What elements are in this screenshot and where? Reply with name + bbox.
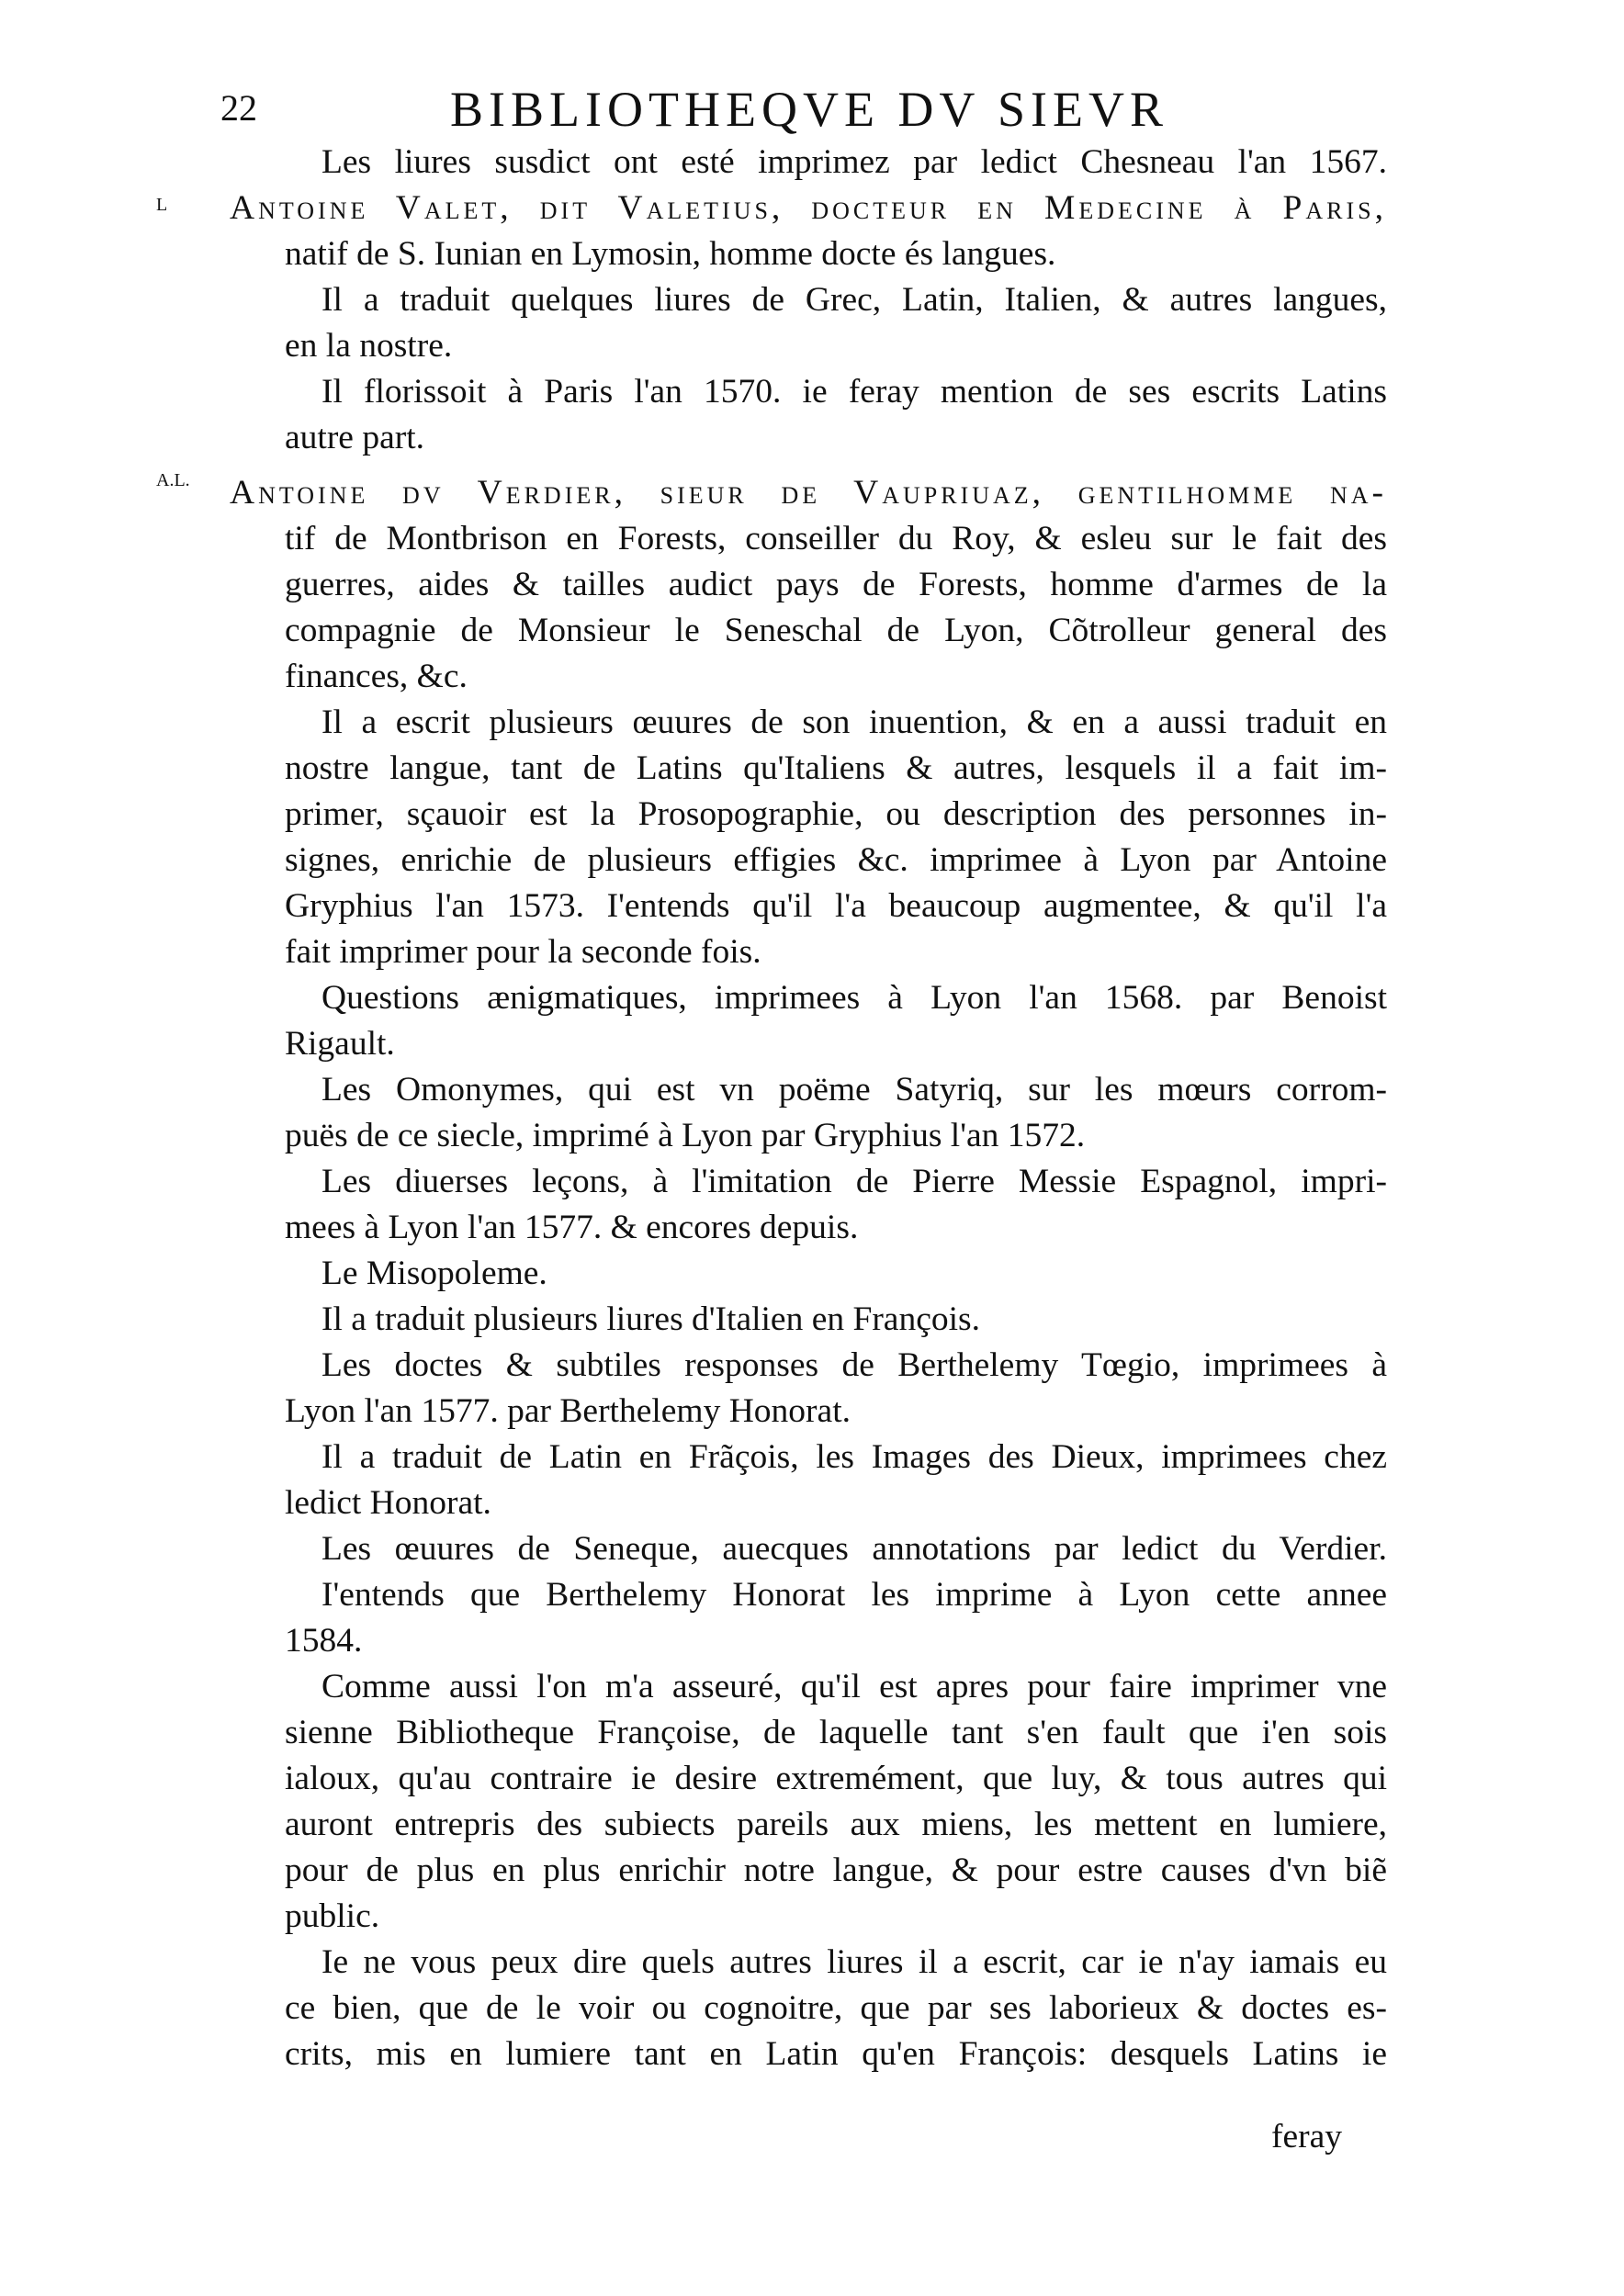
text-line: sienne Bibliotheque Françoise, de laquelle tant s'en fault que i'en sois	[285, 1714, 1387, 1751]
text-line: nostre langue, tant de Latins qu'Italiens & autres, lesquels il a fait im-	[285, 749, 1387, 787]
text-line: pour de plus en plus enrichir notre langue, & pour estre causes d'vn biẽ	[285, 1851, 1387, 1889]
text-line: natif de S. Iunian en Lymosin, homme docte és langues.	[285, 235, 1056, 273]
page-header	[220, 81, 1415, 145]
text-line: Comme aussi l'on m'a asseuré, qu'il est apres pour faire imprimer vne	[321, 1668, 1387, 1705]
text-line: ialoux, qu'au contraire ie desire extremément, que luy, & tous autres qui	[285, 1760, 1387, 1797]
text-line: tif de Montbrison en Forests, conseiller du Roy, & esleu sur le fait des	[285, 520, 1387, 557]
text-line: Les diuerses leçons, à l'imitation de Pierre Messie Espagnol, impri-	[321, 1163, 1387, 1200]
text-line: Les œuures de Seneque, auecques annotations par ledict du Verdier.	[321, 1530, 1387, 1568]
text-line: 1584.	[285, 1622, 363, 1660]
margin-mark: L	[156, 195, 168, 215]
text-line: Il a traduit de Latin en Frãçois, les Images des Dieux, imprimees chez	[321, 1438, 1387, 1476]
text-line: Il a traduit quelques liures de Grec, Latin, Italien, & autres langues,	[321, 281, 1387, 319]
text-line: public.	[285, 1897, 380, 1935]
text-line: I'entends que Berthelemy Honorat les imprime à Lyon cette annee	[321, 1576, 1387, 1614]
text-line: autre part.	[285, 419, 424, 456]
text-line: Gryphius l'an 1573. I'entends qu'il l'a beaucoup augmentee, & qu'il l'a	[285, 887, 1387, 925]
entry-heading-line: Antoine Valet, dit Valetius, docteur en Medecine à Paris,	[230, 189, 1387, 227]
text-line: crits, mis en lumiere tant en Latin qu'en François: desquels Latins ie	[285, 2035, 1387, 2073]
text-line: Les Omonymes, qui est vn poëme Satyriq, sur les mœurs corrom-	[321, 1071, 1387, 1109]
text-line: primer, sçauoir est la Prosopographie, ou description des personnes in-	[285, 795, 1387, 833]
text-line: Lyon l'an 1577. par Berthelemy Honorat.	[285, 1392, 851, 1430]
margin-mark: A.L.	[156, 470, 190, 490]
text-line: ce bien, que de le voir ou cognoitre, que par ses laborieux & doctes es-	[285, 1989, 1387, 2027]
text-line: en la nostre.	[285, 327, 453, 365]
text-line: fait imprimer pour la seconde fois.	[285, 933, 761, 971]
text-line: Rigault.	[285, 1025, 395, 1063]
text-line: mees à Lyon l'an 1577. & encores depuis.	[285, 1209, 859, 1246]
text-line: Ie ne vous peux dire quels autres liures il a escrit, car ie n'ay iamais eu	[321, 1943, 1387, 1981]
text-line: ledict Honorat.	[285, 1484, 491, 1522]
text-line: puës de ce siecle, imprimé à Lyon par Gryphius l'an 1572.	[285, 1117, 1086, 1154]
text-line: Les liures susdict ont esté imprimez par ledict Chesneau l'an 1567.	[321, 143, 1387, 181]
entry-heading-line: Antoine dv Verdier, sieur de Vaupriuaz, gentilhomme na-	[230, 474, 1387, 512]
text-line: finances, &c.	[285, 658, 468, 695]
text-line: signes, enrichie de plusieurs effigies &c. imprimee à Lyon par Antoine	[285, 841, 1387, 879]
text-line: Questions ænigmatiques, imprimees à Lyon l'an 1568. par Benoist	[321, 979, 1387, 1017]
running-title: BIBLIOTHEQVE DV SIEVR	[450, 82, 1168, 137]
catchword: feray	[1271, 2118, 1343, 2155]
text-line: guerres, aides & tailles audict pays de Forests, homme d'armes de la	[285, 566, 1387, 603]
text-line: Il a traduit plusieurs liures d'Italien en François.	[321, 1300, 980, 1338]
text-line: Les doctes & subtiles responses de Berthelemy Tœgio, imprimees à	[321, 1346, 1387, 1384]
text-line: auront entrepris des subiects pareils aux miens, les mettent en lumiere,	[285, 1806, 1387, 1843]
text-line: Il a escrit plusieurs œuures de son inuention, & en a aussi traduit en	[321, 703, 1387, 741]
page-number: 22	[220, 87, 257, 129]
text-line: compagnie de Monsieur le Seneschal de Lyon, Cõtrolleur general des	[285, 612, 1387, 649]
text-line: Il florissoit à Paris l'an 1570. ie feray mention de ses escrits Latins	[321, 373, 1387, 411]
text-line: Le Misopoleme.	[321, 1255, 547, 1292]
